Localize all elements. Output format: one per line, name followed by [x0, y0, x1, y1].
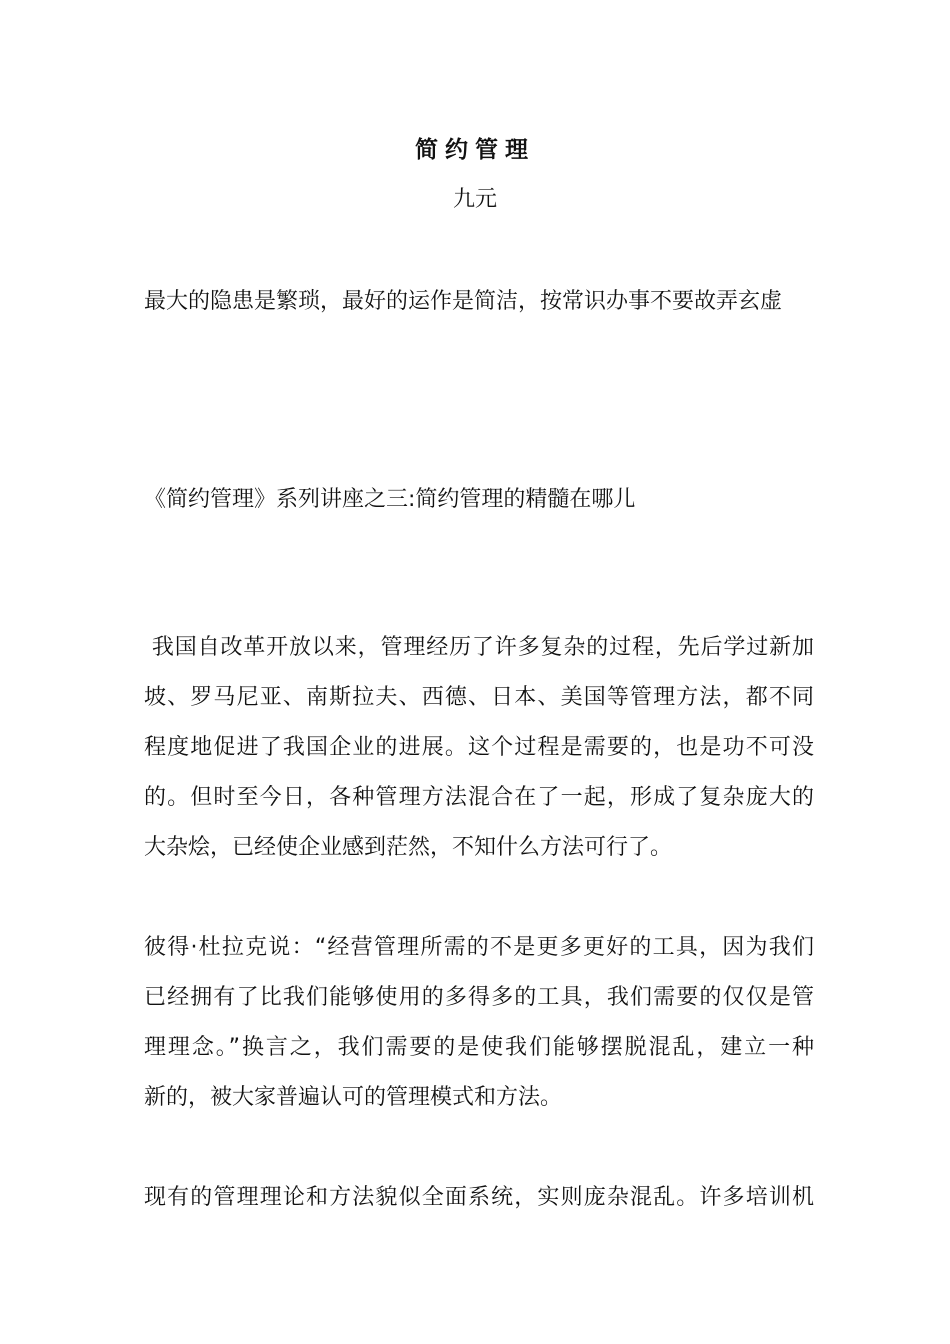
paragraph-line: 已经拥有了比我们能够使用的多得多的工具，我们需要的仅仅是管	[144, 985, 814, 1010]
paragraph-line: 新的，被大家普遍认可的管理模式和方法。	[144, 1085, 563, 1110]
lecture-heading: 《简约管理》系列讲座之三:简约管理的精髓在哪儿	[144, 487, 636, 512]
paragraph-line: 我国自改革开放以来，管理经历了许多复杂的过程，先后学过新加	[144, 635, 814, 660]
document-title: 简约管理	[415, 137, 535, 163]
paragraph-3	[144, 1173, 814, 1223]
paragraph-1	[144, 623, 814, 873]
paragraph-line: 现有的管理理论和方法貌似全面系统，实则庞杂混乱。许多培训机	[144, 1185, 814, 1210]
paragraph-2	[144, 923, 814, 1123]
paragraph-line: 程度地促进了我国企业的进展。这个过程是需要的，也是功不可没	[144, 735, 814, 760]
paragraph-line: 坡、罗马尼亚、南斯拉夫、西德、日本、美国等管理方法，都不同	[144, 685, 814, 710]
paragraph-line: 理理念。”换言之，我们需要的是使我们能够摆脱混乱，建立一种	[144, 1035, 814, 1060]
tagline: 最大的隐患是繁琐，最好的运作是简洁，按常识办事不要故弄玄虚	[144, 289, 783, 314]
paragraph-line: 的。但时至今日，各种管理方法混合在了一起，形成了复杂庞大的	[144, 785, 814, 810]
paragraph-line: 彼得·杜拉克说：“经营管理所需的不是更多更好的工具，因为我们	[144, 935, 814, 960]
paragraph-line: 大杂烩，已经使企业感到茫然，不知什么方法可行了。	[144, 835, 673, 860]
document-author: 九元	[452, 187, 497, 212]
